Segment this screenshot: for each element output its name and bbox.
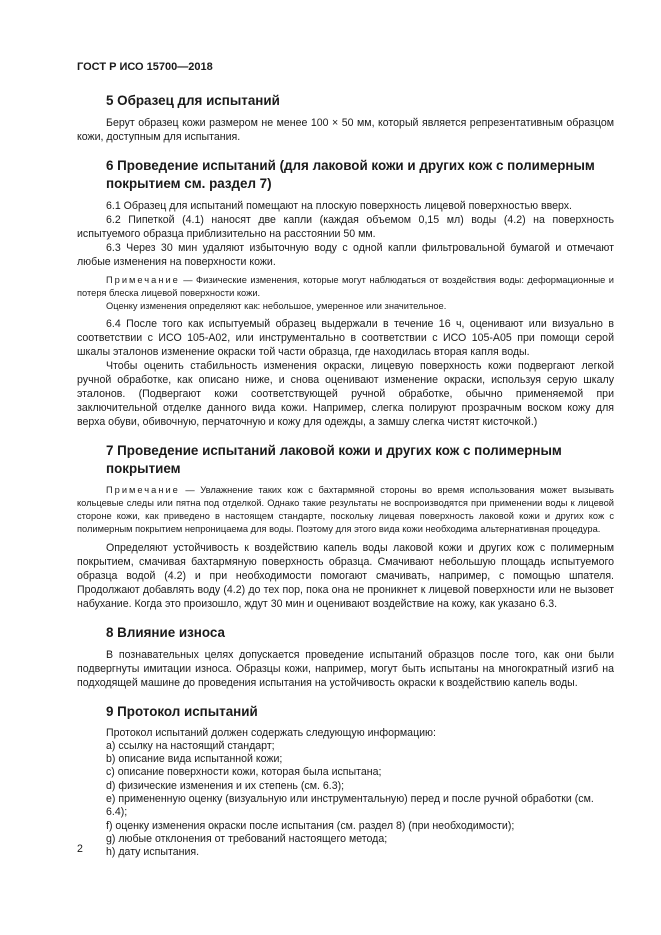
paragraph: Берут образец кожи размером не менее 100 × 50 мм, который является репрезентативным образцом кожи, доступным для испытания. (77, 117, 614, 143)
list-item: h) дату испытания. (106, 846, 200, 859)
paragraph: В познавательных целях допускается проведение испытаний образцов после того, как они были подвергнуты имитации износа. Образцы кожи, например, могут быть испытаны на многократный изгиб на подходящей машине до проведения испытания на устойчивость окраски к воздействию капель воды. (77, 648, 614, 689)
note (77, 274, 614, 300)
list-item: g) любые отклонения от требований настоящего метода; (106, 832, 388, 845)
list-item: a) ссылку на настоящий стандарт; (106, 739, 275, 752)
paragraph: Чтобы оценить стабильность изменения окраски, лицевую поверхность кожи подвергают легкой ручной обработке, как описано ниже, и снова оценивают изменение окраски, используя серую шкалу эталонов. (Подвергают кожи соответствующей ручной обработке, обычно применяемой при заключительной отделке данного вида кожи. Например, слегка полируют прозрачным воском кожу для верха обуви, обивочную, перчаточную и кожу для одежды, а замшу слегка чистят кисточкой.) (77, 360, 614, 429)
section-6 (77, 157, 614, 429)
page-number: 2 (77, 843, 83, 855)
section-7 (77, 442, 614, 610)
note (77, 484, 614, 535)
list-item: f) оценку изменения окраски после испытания (см. раздел 8) (при необходимости); (106, 819, 515, 832)
list-item: b) описание вида испытанной кожи; (106, 753, 283, 766)
paragraph: 6.2 Пипеткой (4.1) наносят две капли (каждая объемом 0,15 мл) воды (4.2) на поверхность испытуемого образца приблизительно на расстоянии 50 мм. (77, 214, 614, 240)
note-text: — Физические изменения, которые могут наблюдаться от воздействия воды: деформационные и потеря блеска лицевой поверхности кожи. (77, 275, 614, 298)
document-header: ГОСТ Р ИСО 15700—2018 (77, 61, 213, 73)
note-continuation: Оценку изменения определяют как: небольшое, умеренное или значительное. (106, 300, 447, 311)
section-8 (77, 624, 614, 690)
note-label: Примечание (106, 275, 180, 285)
section-5-title: 5 Образец для испытаний (106, 93, 280, 108)
note-text: — Увлажнение таких кож с бахтармяной стороны во время использования может вызывать кольцевые следы или пятна под отделкой. Однако такие результаты не воспроизводятся при применении воды к лицевой стороне кожи, как приведено в настоящем стандарте, поскольку лицевая поверхность лаковой кожи и других кож с полимерным покрытием непроницаема для воды. Поэтому для этого вида кожи необходима альтернативная процедура. (77, 485, 614, 534)
paragraph: 6.3 Через 30 мин удаляют избыточную воду с одной капли фильтровальной бумагой и отмечают любые изменения на поверхности кожи. (77, 242, 614, 268)
note-label: Примечание (106, 485, 180, 496)
paragraph: 6.1 Образец для испытаний помещают на плоскую поверхность лицевой поверхностью вверх. (106, 200, 573, 212)
section-6-title: 6 Проведение испытаний (для лаковой кожи и других кож с полимерным покрытием см. раздел 7) (106, 158, 595, 191)
paragraph: 6.4 После того как испытуемый образец выдержали в течение 16 ч, оценивают или визуально в соответствии с ИСО 105-A02, или инструментально в соответствии с ИСО 105-A05 при помощи серой шкалы эталонов изменение окраски той части образца, где находилась вторая капля воды. (77, 318, 614, 359)
section-9 (77, 703, 614, 860)
section-7-title: 7 Проведение испытаний лаковой кожи и других кож с полимерным покрытием (106, 443, 562, 477)
paragraph: Определяют устойчивость к воздействию капель воды лаковой кожи и других кож с полимерным покрытием, смачивая бахтармяную поверхность образца. Смачивают небольшую площадь испытуемого образца водой (4.2) и при необходимости помогают смачивать, например, с помощью шпателя. Продолжают добавлять воду (4.2) до тех пор, пока она не проникнет к лицевой поверхности или не вызовет набухание. Когда это произошло, ждут 30 мин и оценивают воздействие на кожу, как указано 6.3. (77, 541, 614, 610)
list-item: c) описание поверхности кожи, которая была испытана; (106, 766, 382, 779)
section-5 (77, 92, 614, 144)
paragraph: Протокол испытаний должен содержать следующую информацию: (106, 726, 436, 739)
section-8-title: 8 Влияние износа (106, 624, 225, 640)
list-item: d) физические изменения и их степень (см. 6.3); (106, 779, 345, 792)
list-item: e) примененную оценку (визуальную или инструментальную) перед и после ручной обработки (см. 6.4); (106, 793, 594, 819)
section-9-title: 9 Протокол испытаний (106, 703, 258, 719)
